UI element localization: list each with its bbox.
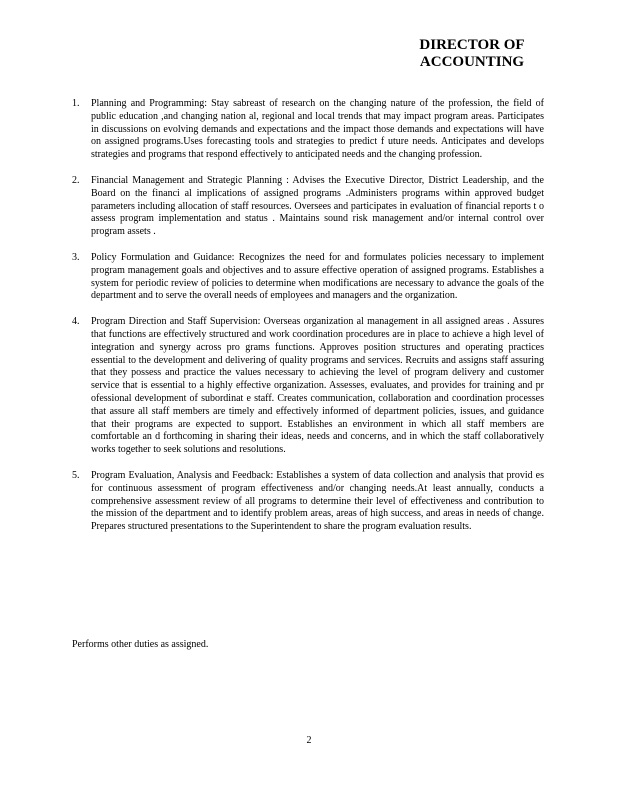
item-number: 3.: [72, 251, 80, 263]
item-number: 2.: [72, 174, 80, 186]
item-text: Policy Formulation and Guidance: Recognizes the need for and formulates policies necessary to implement program management goals and objectives and to assure effective operation of assigned programs. Establishes a system for periodic review of policies to determine when modifications are necessary to advance the goals of the department and to serve the overall needs of employees and managers and the organization.: [91, 251, 544, 302]
duty-item-financial: [72, 175, 544, 239]
item-number: 5.: [72, 469, 80, 481]
item-text: Financial Management and Strategic Planning : Advises the Executive Director, District Leadership, and the Board on the financi al implications of assigned programs .Administers programs within approved budget parameters including allocation of staff resources. Oversees and participates in evaluation of financial reports t o assess program implementation and status . Maintains sound risk management and/or internal control over program assets .: [91, 174, 544, 238]
document-title: [402, 37, 542, 71]
title-line-1: DIRECTOR OF: [419, 37, 525, 53]
item-text: Program Direction and Staff Supervision: Overseas organization al management in all assigned areas . Assures that functions are effectively structured and work coordination procedures are in place to achieve a high level of integration and synergy across pro grams functions. Approves position structures and operating practices essential to the development and delivering of quality programs and services. Recruits and assigns staff assuring that they possess and practice the values necessary to achieving the level of program delivery and customer service that is essential to a highly effective organization. Assesses, evaluates, and provides for training and pr ofessional development of subordinat e staff. Creates communication, collaboration and coordination processes that assure all staff members are timely and effectively informed of department policies, issues, and guidance that their programs are expected to support. Establishes an environment in which all staff members are comfortable an d forthcoming in sharing their ideas, needs and concerns, and in which the staff collaboratively works together to seek solutions and resolutions.: [91, 316, 544, 456]
duty-item-policy: [72, 252, 544, 303]
title-line-2: ACCOUNTING: [419, 54, 525, 70]
item-text: Program Evaluation, Analysis and Feedback: Establishes a system of data collection and analysis that provid es for continuous assessment of program effectiveness and/or changing needs.At least annually, conducts a comprehensive assessment review of all programs to determine their level of effectiveness and contribution to the mission of the department and to identify problem areas, areas of high success, and areas in needs of change. Prepares structured presentations to the Superintendent to share the program evaluation results.: [91, 469, 544, 533]
duty-item-planning: [72, 98, 544, 162]
item-text: Planning and Programming: Stay sabreast of research on the changing nature of the profession, the field of public education ,and changing nation al, regional and local trends that may impact program areas. Participates in discussions on evolving demands and expectations and the impact those demands and expectations will have on assigned programs.Uses forecasting tools and strategies to predict f uture needs. Anticipates and develops strategies and programs that respond effectively to anticipated needs and the changing profession.: [91, 98, 544, 161]
duty-item-program-evaluation: [72, 470, 544, 534]
closing-statement: Performs other duties as assigned.: [72, 639, 209, 650]
item-number: 4.: [72, 316, 80, 328]
item-number: 1.: [72, 98, 80, 109]
duty-item-program-direction: [72, 316, 544, 457]
page-number: 2: [306, 735, 312, 746]
duties-list: [72, 98, 544, 547]
